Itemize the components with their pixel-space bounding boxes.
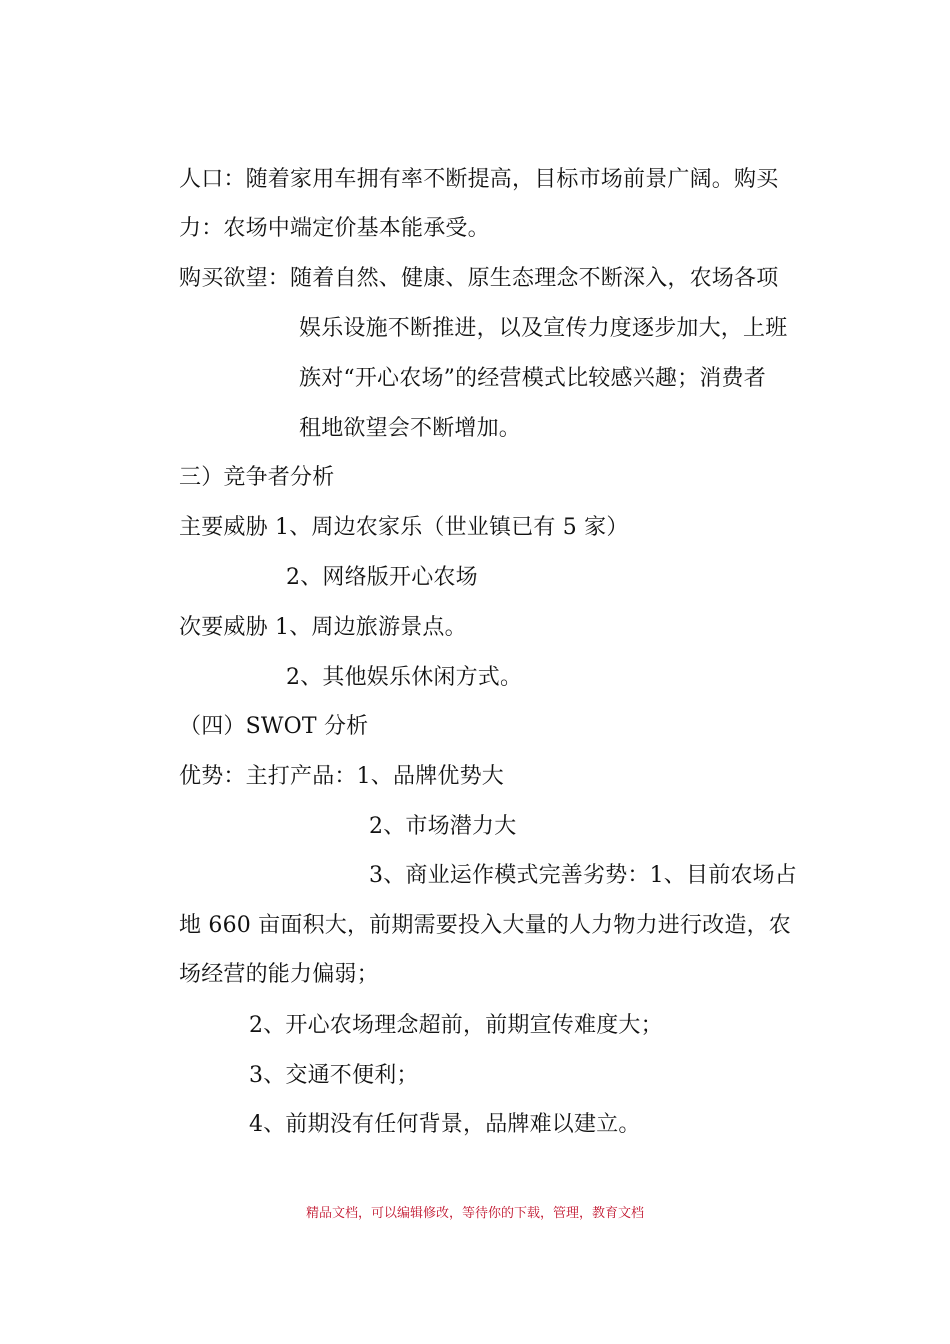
paragraph-line-desire-cont-2: 族对“开心农场”的经营模式比较感兴趣；消费者 <box>299 366 766 391</box>
list-item-strength-3-weakness-1: 3、商业运作模式完善劣势：1、目前农场占 <box>369 863 797 888</box>
list-item-secondary-threat-2: 2、其他娱乐休闲方式。 <box>286 665 523 690</box>
paragraph-line-weakness-cont-1: 地 660 亩面积大，前期需要投入大量的人力物力进行改造，农 <box>179 913 791 938</box>
paragraph-line-population: 人口：随着家用车拥有率不断提高，目标市场前景广阔。购买 <box>179 167 779 192</box>
list-item-strength-1: 优势：主打产品：1、品牌优势大 <box>179 764 504 789</box>
paragraph-line-weakness-cont-2: 场经营的能力偏弱； <box>179 962 379 987</box>
footer-watermark-text: 精品文档，可以编辑修改，等待你的下载，管理，教育文档 <box>305 1206 644 1221</box>
paragraph-line-desire-cont-3: 租地欲望会不断增加。 <box>299 416 522 441</box>
list-item-weakness-4: 4、前期没有任何背景，品牌难以建立。 <box>249 1112 641 1137</box>
list-item-main-threat-1: 主要威胁 1、周边农家乐（世业镇已有 5 家） <box>179 515 629 540</box>
section-heading-competitors: 三）竞争者分析 <box>179 465 335 490</box>
list-item-weakness-3: 3、交通不便利； <box>249 1063 419 1088</box>
list-item-secondary-threat-1: 次要威胁 1、周边旅游景点。 <box>179 615 467 640</box>
paragraph-line-purchase-desire: 购买欲望：随着自然、健康、原生态理念不断深入，农场各项 <box>179 266 779 291</box>
section-heading-swot: （四）SWOT 分析 <box>179 714 369 739</box>
paragraph-line-purchasing-power: 力：农场中端定价基本能承受。 <box>179 216 490 241</box>
list-item-main-threat-2: 2、网络版开心农场 <box>286 565 478 590</box>
list-item-strength-2: 2、市场潜力大 <box>369 814 517 839</box>
list-item-weakness-2: 2、开心农场理念超前，前期宣传难度大； <box>249 1013 663 1038</box>
paragraph-line-desire-cont-1: 娱乐设施不断推进，以及宣传力度逐步加大，上班 <box>299 316 788 341</box>
